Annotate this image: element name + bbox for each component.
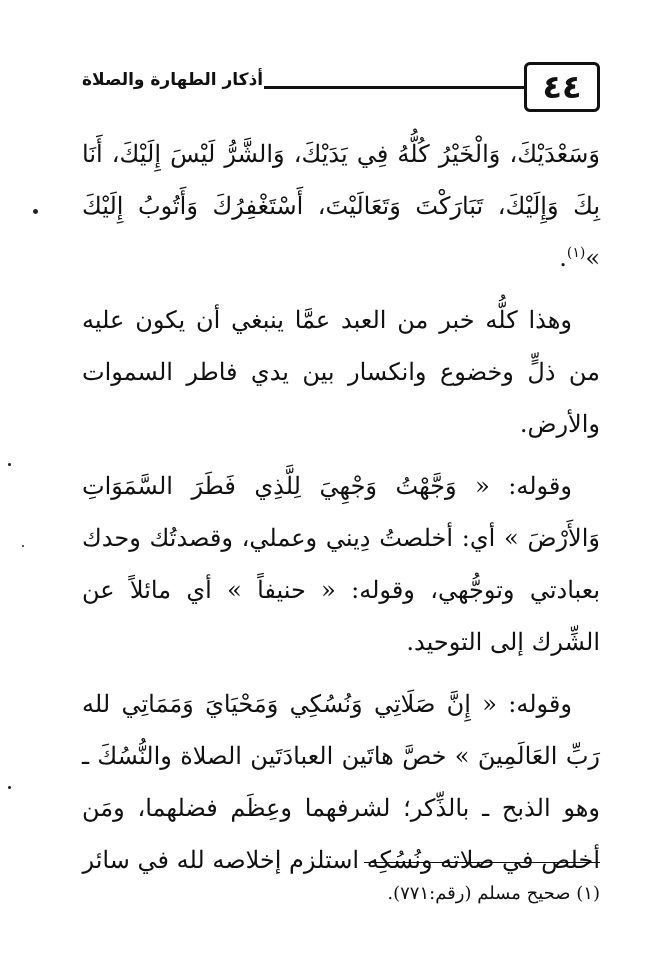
paragraph-4: وقوله: « إِنَّ صَلَاتِي وَنُسُكِي وَمَحْيَايَ وَمَمَاتِي لله رَبِّ العَالَمِينَ » خصَّ هاتَين العبادَتَين الصلاة والنُّسُكَ ـ وهو الذبح ـ بالذِّكر؛ لشرفهما وعِظَم فضلهما، ومَن أخلص في صلاته ونُسُكِه استلزم إخلاصه لله في سائر [82,690,600,874]
page-number: ٤٤ [524,62,600,112]
footnote-reference[interactable]: (١) [566,245,586,261]
page-header [82,62,600,114]
footnote-rule [364,862,600,863]
paragraph-2: وهذا كلُّه خبر من العبد عمَّا ينبغي أن يكون عليه من ذلٍّ وخضوع وانكسار بين يدي فاطر السموات والأرض. [82,306,600,438]
paragraph-text: وَسَعْدَيْكَ، وَالْخَيْرُ كُلُّهُ فِي يَدَيْكَ، وَالشَّرُّ لَيْسَ إِلَيْكَ، أَنَا بِكَ وَإِلَيْكَ، تَبَارَكْتَ وَتَعَالَيْتَ، أَسْتَغْفِرُكَ وَأَتُوبُ إِلَيْكَ » [82,140,600,272]
running-title: أذكار الطهارة والصلاة [82,70,264,90]
margin-speck [8,786,11,789]
paragraph-3: وقوله: « وَجَّهْتُ وَجْهِيَ لِلَّذِي فَطَرَ السَّمَوَاتِ وَالأَرْضَ » أي: أخلصتُ دِيني وعملي، وقصدتُك وحدك بعبادتي وتوجُّهي، وقوله: « حنيفاً » أي مائلاً عن الشِّرك إلى التوحيد. [82,472,600,656]
main-text [82,128,600,886]
footnote: (١) صحيح مسلم (رقم:٧٧١). [387,883,600,904]
margin-speck [33,209,38,214]
margin-speck [22,545,24,547]
paragraph-1 [82,128,600,284]
header-rule [264,86,524,89]
margin-speck [8,463,11,466]
paragraph-end-mark: . [559,244,567,272]
